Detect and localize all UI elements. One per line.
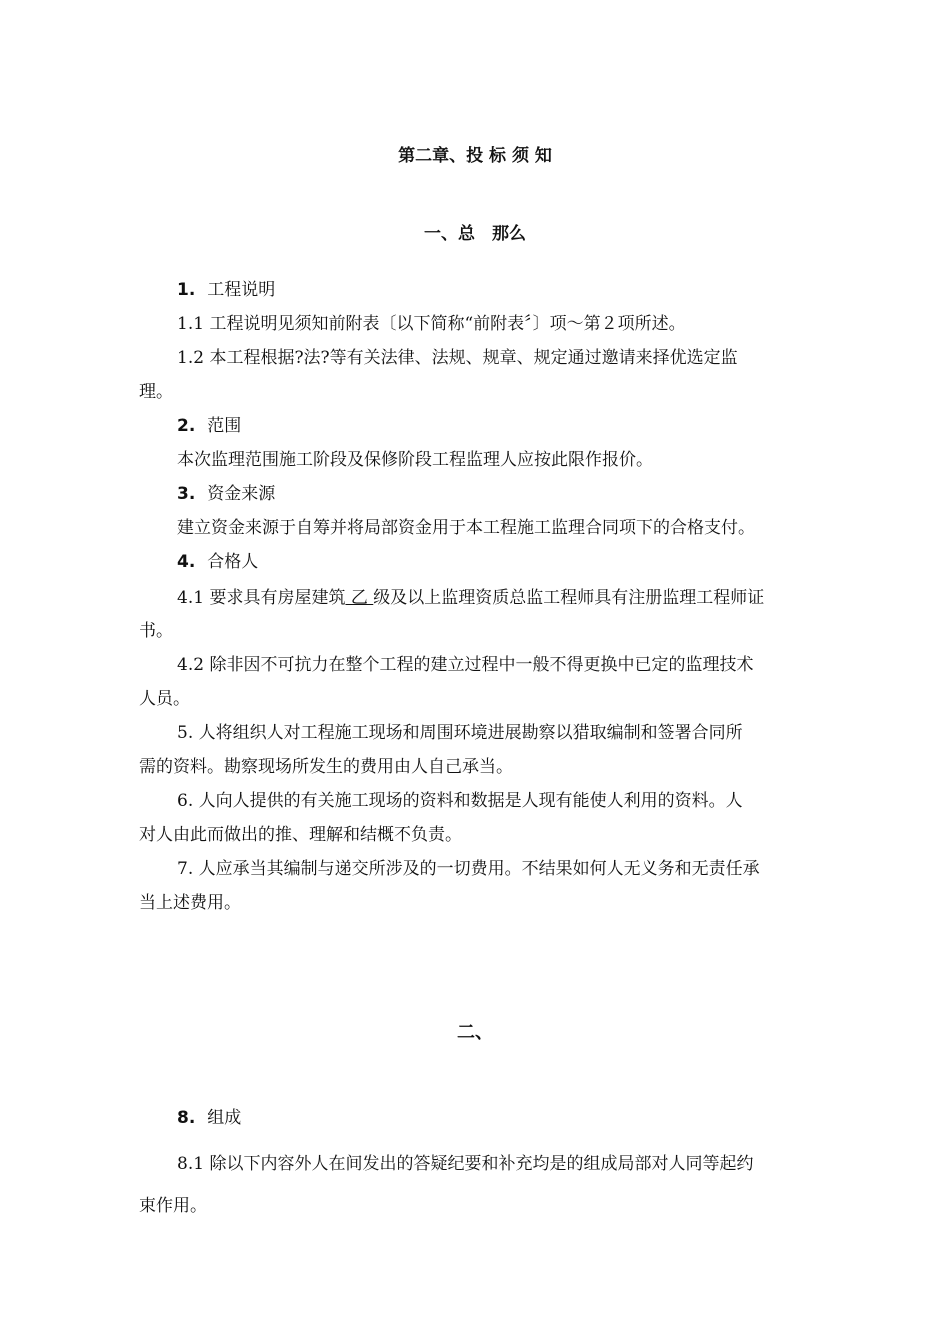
section-title-general: 一、总 那么: [424, 224, 526, 244]
paragraph-5-line2: 需的资料。勘察现场所发生的费用由人自己承当。: [139, 757, 513, 777]
paragraph-1-1: 1.1 工程说明见须知前附表〔以下简称“前附表〞〕项～第２项所述。: [177, 314, 686, 334]
heading-project-description: [177, 279, 275, 301]
heading-label: 合格人: [207, 552, 259, 572]
heading-label: 工程说明: [207, 280, 276, 300]
heading-composition: [177, 1107, 241, 1129]
paragraph-5-line1: 5. 人将组织人对工程施工现场和周围环境进展勘察以猎取编制和签署合同所: [177, 723, 743, 743]
paragraph-6-line2: 对人由此而做出的推、理解和结概不负责。: [139, 825, 462, 845]
paragraph-7-line2: 当上述费用。: [139, 893, 241, 913]
paragraph-4-2-line1: 4.2 除非因不可抗力在整个工程的建立过程中一般不得更换中已定的监理技术: [177, 655, 754, 675]
section-title-2: 二、: [457, 1022, 493, 1043]
paragraph-1-2-line1: 1.2 本工程根据?法?等有关法律、法规、规章、规定通过邀请来择优选定监: [177, 348, 738, 368]
heading-label: 范围: [207, 416, 242, 436]
heading-label: 组成: [207, 1108, 242, 1128]
paragraph-2: 本次监理范围施工阶段及保修阶段工程监理人应按此限作报价。: [177, 450, 653, 470]
heading-number: 4.: [177, 552, 196, 572]
chapter-title: 第二章、投 标 须 知: [398, 146, 552, 166]
heading-label: 资金来源: [207, 484, 276, 504]
text-segment: 4.1 要求具有房屋建筑: [177, 588, 346, 608]
paragraph-4-2-line2: 人员。: [139, 689, 190, 709]
paragraph-1-2-line2: 理。: [139, 382, 173, 402]
paragraph-7-line1: 7. 人应承当其编制与递交所涉及的一切费用。不结果如何人无义务和无责任承: [177, 859, 760, 879]
paragraph-8-1-line2: 束作用。: [139, 1196, 207, 1216]
heading-scope: [177, 415, 241, 437]
heading-number: 2.: [177, 416, 196, 436]
underlined-grade: 乙: [345, 588, 374, 608]
paragraph-4-1-line1: [177, 587, 764, 609]
paragraph-3: 建立资金来源于自筹并将局部资金用于本工程施工监理合同项下的合格支付。: [177, 518, 755, 538]
heading-funding: [177, 483, 275, 505]
paragraph-4-1-line2: 书。: [139, 621, 173, 641]
heading-number: 3.: [177, 484, 196, 504]
heading-qualified: [177, 551, 258, 573]
heading-number: 1.: [177, 280, 196, 300]
paragraph-6-line1: 6. 人向人提供的有关施工现场的资料和数据是人现有能使人利用的资料。人: [177, 791, 743, 811]
text-segment: 级及以上监理资质总监工程师具有注册监理工程师证: [373, 588, 765, 608]
paragraph-8-1-line1: 8.1 除以下内容外人在间发出的答疑纪要和补充均是的组成局部对人同等起约: [177, 1154, 754, 1174]
heading-number: 8.: [177, 1108, 196, 1128]
